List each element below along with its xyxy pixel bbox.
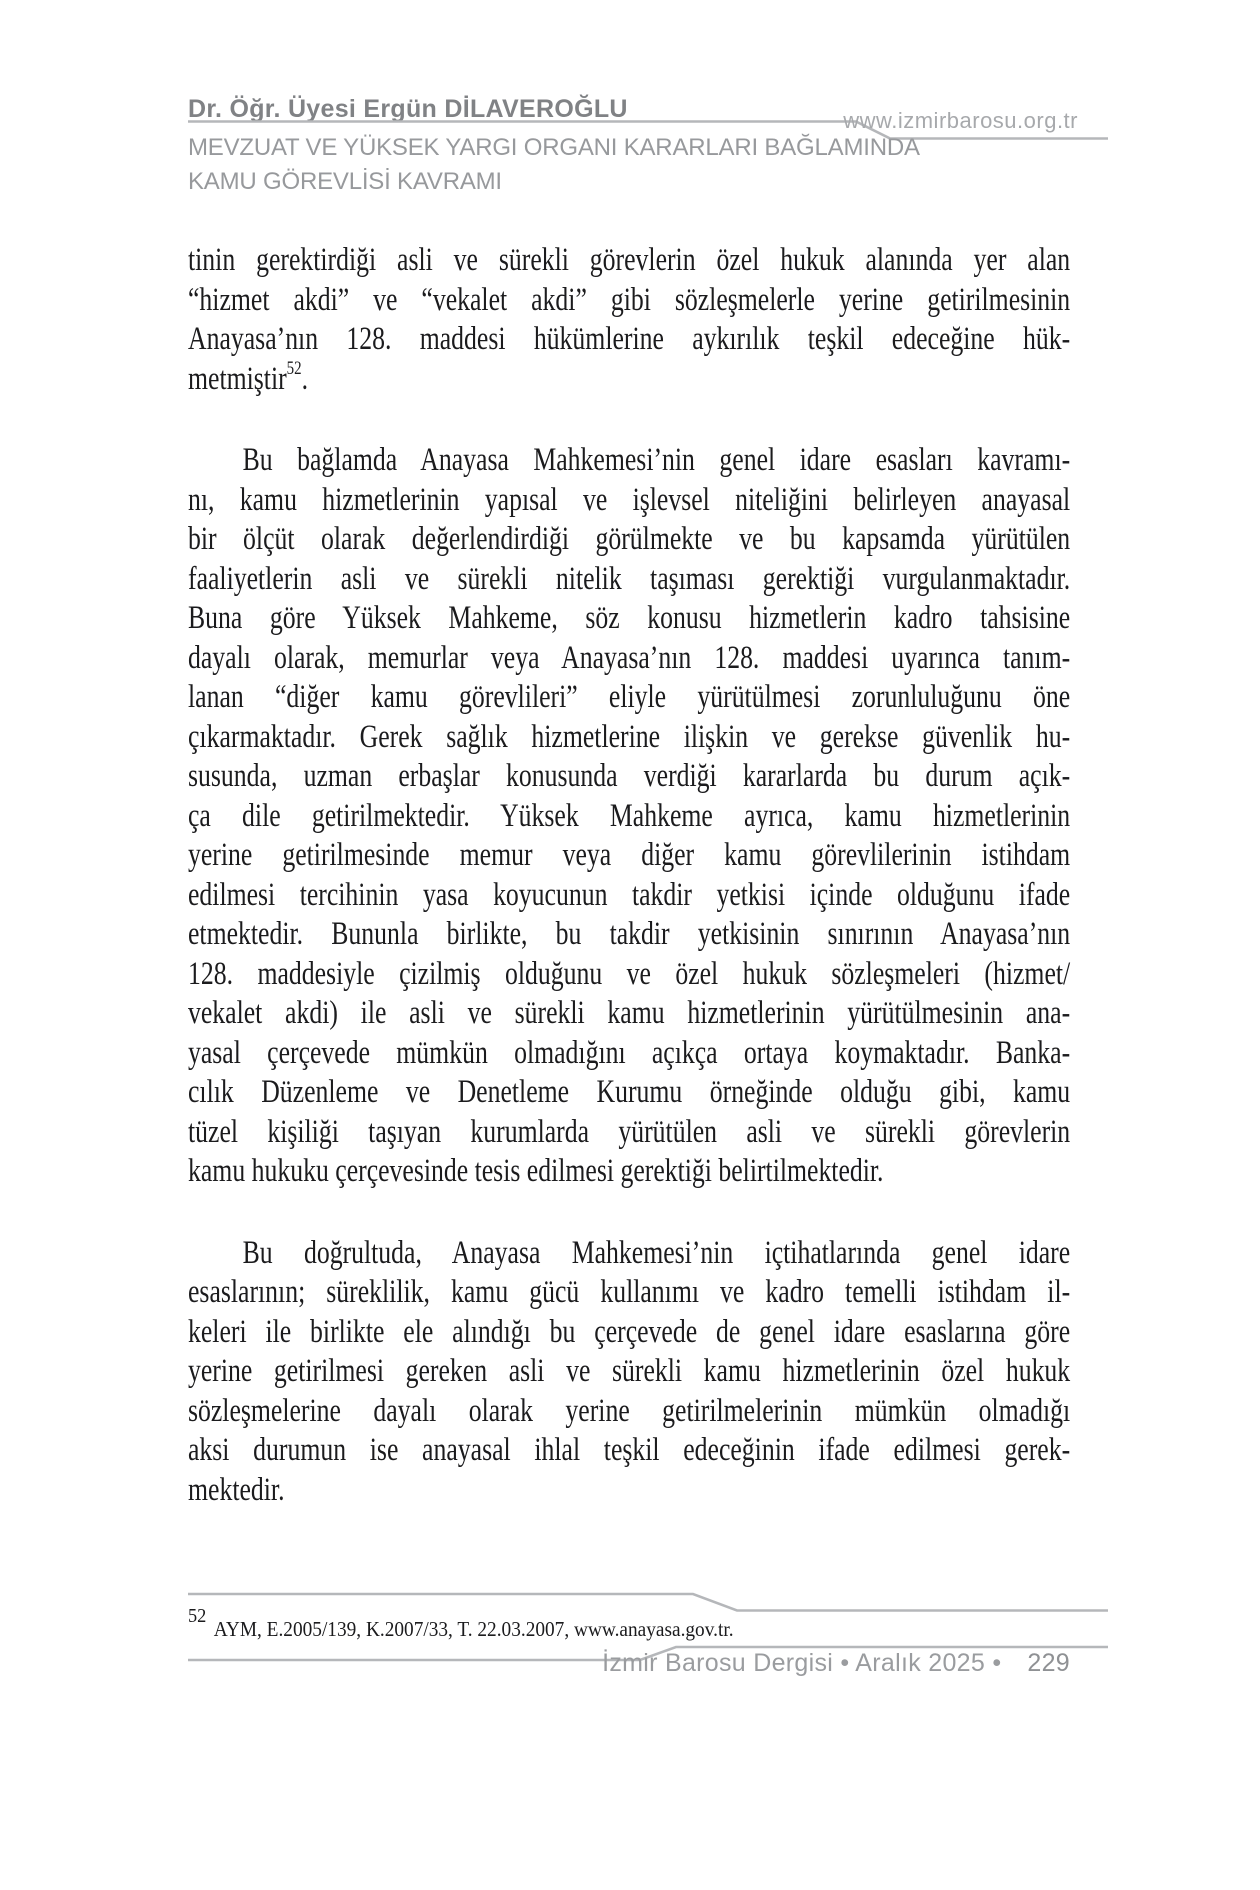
- text-line: cılık Düzenleme ve Denetleme Kurumu örneğinde olduğu gibi, kamu: [188, 1074, 1071, 1110]
- footnote: [188, 1605, 1108, 1642]
- text-line: Bu bağlamda Anayasa Mahkemesi’nin genel idare esasları kavramı-: [242, 442, 1071, 478]
- text-line: dayalı olarak, memurlar veya Anayasa’nın 128. maddesi uyarınca tanım-: [188, 639, 1071, 676]
- text-line: yerine getirilmesi gereken asli ve sürekli kamu hizmetlerinin özel hukuk: [188, 1353, 1071, 1389]
- footer-line: [602, 1648, 1070, 1678]
- text-line: aksi durumun ise anayasal ihlal teşkil edeceğinin ifade edilmesi gerek-: [188, 1432, 1071, 1468]
- text-line: edilmesi tercihinin yasa koyucunun takdir yetkisi içinde olduğunu ifade: [188, 876, 1071, 913]
- article-title: [188, 131, 920, 199]
- paragraph: [188, 441, 1070, 1192]
- text-line: “hizmet akdi” ve “vekalet akdi” gibi sözleşmelerle yerine getirilmesinin: [188, 281, 1071, 318]
- text-line: yerine getirilmesinde memur veya diğer kamu görevlilerinin istihdam: [188, 837, 1071, 873]
- text-line: tinin gerektirdiği asli ve sürekli görevlerin özel hukuk alanında yer alan: [188, 242, 1071, 278]
- journal-info: İzmir Barosu Dergisi • Aralık 2025 •: [602, 1649, 1002, 1677]
- text-line: vekalet akdi) ile asli ve sürekli kamu hizmetlerinin yürütülmesinin ana-: [188, 995, 1071, 1031]
- paragraph: [188, 1234, 1070, 1511]
- article-title-line2: KAMU GÖREVLİSİ KAVRAMI: [188, 168, 502, 195]
- text-line: nı, kamu hizmetlerinin yapısal ve işlevsel niteliğini belirleyen anayasal: [188, 481, 1071, 518]
- body-text: [188, 241, 1070, 1510]
- paragraph: [188, 241, 1070, 399]
- footnote-text: AYM, E.2005/139, K.2007/33, T. 22.03.2007, www.anayasa.gov.tr.: [213, 1617, 734, 1641]
- text-line: metmiştir$^{52}$.: [188, 357, 309, 397]
- footnote-number: 52: [188, 1605, 207, 1628]
- text-line: sözleşmelerine dayalı olarak yerine getirilmelerinin mümkün olmadığı: [188, 1392, 1071, 1429]
- page-header: [188, 0, 1108, 215]
- author-name: Dr. Öğr. Üyesi Ergün DİLAVEROĞLU: [188, 95, 628, 123]
- footnote-divider-line: [188, 1586, 1108, 1614]
- text-line: etmektedir. Bununla birlikte, bu takdir yetkisinin sınırının Anayasa’nın: [188, 916, 1071, 952]
- text-line: faaliyetlerin asli ve sürekli nitelik taşıması gerektiği vurgulanmaktadır.: [188, 560, 1071, 597]
- text-line: esaslarının; süreklilik, kamu gücü kullanımı ve kadro temelli istihdam il-: [188, 1274, 1071, 1310]
- page-number: 229: [1027, 1649, 1070, 1677]
- text-line: Bu doğrultuda, Anayasa Mahkemesi’nin içtihatlarında genel idare: [242, 1234, 1071, 1271]
- text-line: susunda, uzman erbaşlar konusunda verdiği kararlarda bu durum açık-: [188, 758, 1071, 794]
- website-url: www.izmirbarosu.org.tr: [843, 108, 1078, 133]
- article-title-line1: MEVZUAT VE YÜKSEK YARGI ORGANI KARARLARI BAĞLAMINDA: [188, 134, 920, 161]
- text-line: yasal çerçevede mümkün olmadığını açıkça ortaya koymaktadır. Banka-: [188, 1034, 1071, 1071]
- text-line: bir ölçüt olarak değerlendirdiği görülmekte ve bu kapsamda yürütülen: [188, 521, 1071, 557]
- text-line: kamu hukuku çerçevesinde tesis edilmesi gerektiği belirtilmektedir.: [188, 1153, 884, 1189]
- text-line: Buna göre Yüksek Mahkeme, söz konusu hizmetlerin kadro tahsisine: [188, 600, 1071, 636]
- page-footer: [188, 1582, 1108, 1712]
- text-line: keleri ile birlikte ele alındığı bu çerçevede de genel idare esaslarına göre: [188, 1313, 1071, 1350]
- text-line: lanan “diğer kamu görevlileri” eliyle yürütülmesi zorunluluğunu öne: [188, 679, 1071, 715]
- text-line: Anayasa’nın 128. maddesi hükümlerine aykırılık teşkil edeceğine hük-: [188, 321, 1071, 357]
- text-line: ça dile getirilmektedir. Yüksek Mahkeme ayrıca, kamu hizmetlerinin: [188, 797, 1071, 834]
- text-line: tüzel kişiliği taşıyan kurumlarda yürütülen asli ve sürekli görevlerin: [188, 1113, 1071, 1150]
- text-line: mektedir.: [188, 1471, 285, 1508]
- text-line: çıkarmaktadır. Gerek sağlık hizmetlerine ilişkin ve gerekse güvenlik hu-: [188, 718, 1071, 755]
- footnote-ref: 52: [286, 357, 302, 379]
- text-line: 128. maddesiyle çizilmiş olduğunu ve özel hukuk sözleşmeleri (hizmet/: [188, 955, 1071, 992]
